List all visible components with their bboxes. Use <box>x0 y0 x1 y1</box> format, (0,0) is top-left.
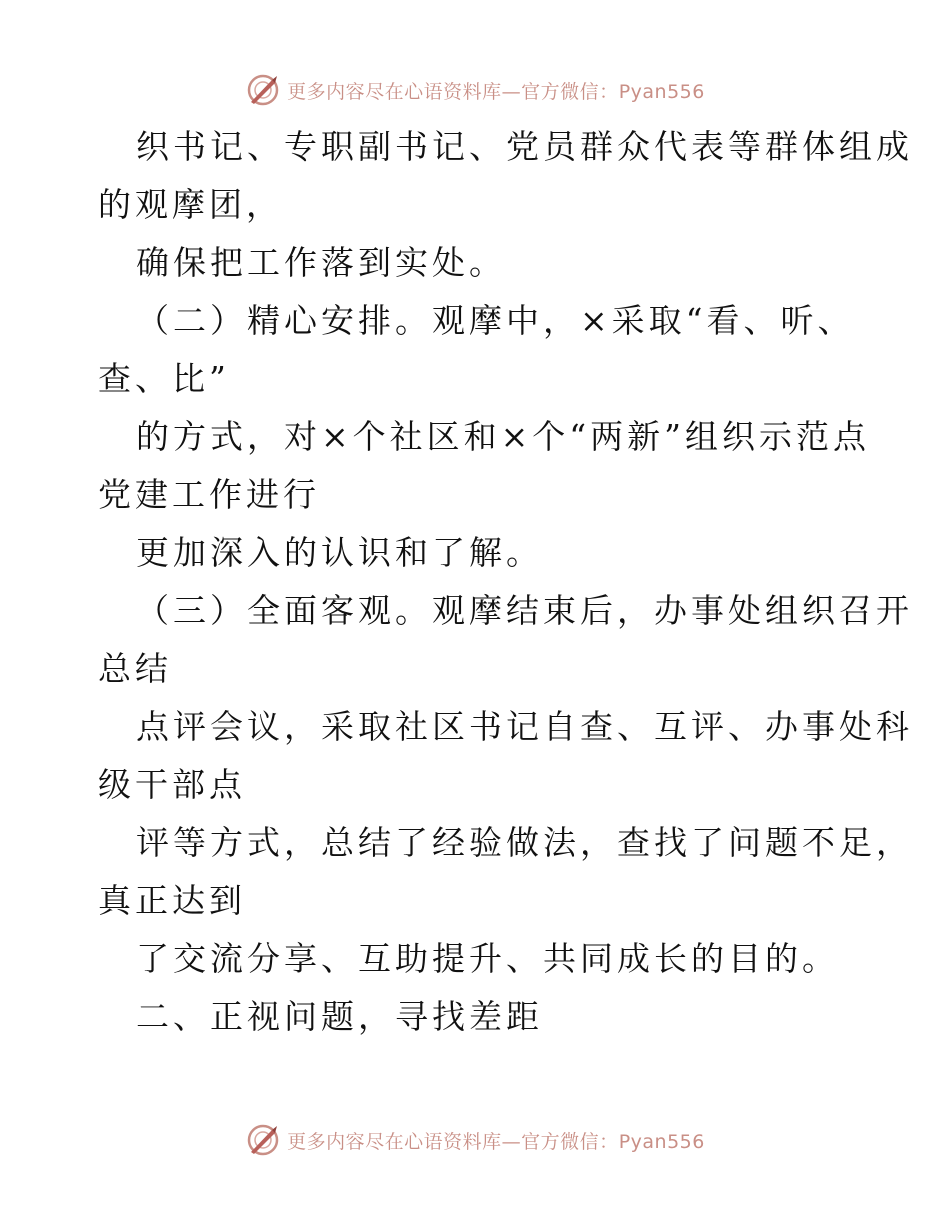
body-line: 总结 <box>98 649 172 688</box>
body-line: 织书记、专职副书记、党员群众代表等群体组成 <box>136 127 913 166</box>
body-line: 党建工作进行 <box>98 475 320 514</box>
quill-pen-logo-icon <box>245 1122 281 1158</box>
banner-main-text: 更多内容尽在心语资料库 <box>287 1130 502 1153</box>
body-line: 级干部点 <box>98 765 246 804</box>
body-line: 了交流分享、互助提升、共同成长的目的。 <box>136 939 839 978</box>
footer-watermark-banner <box>0 1120 950 1160</box>
banner-wechat-label: 官方微信： <box>521 1130 619 1153</box>
banner-dash: — <box>501 1130 522 1153</box>
body-line: 确保把工作落到实处。 <box>136 243 506 282</box>
body-line: （三）全面客观。观摩结束后，办事处组织召开 <box>136 591 913 630</box>
body-line: 查、比” <box>98 359 230 398</box>
quill-pen-logo-icon <box>245 72 281 108</box>
section-heading: 二、正视问题，寻找差距 <box>136 997 543 1036</box>
body-line: 点评会议，采取社区书记自查、互评、办事处科 <box>136 707 913 746</box>
body-line: 的方式，对×个社区和×个“两新”组织示范点 <box>136 417 871 456</box>
body-line: 真正达到 <box>98 881 246 920</box>
banner-main-text: 更多内容尽在心语资料库 <box>287 80 502 103</box>
body-line: （二）精心安排。观摩中，×采取“看、听、 <box>136 301 855 340</box>
document-body <box>98 118 913 1046</box>
body-line: 评等方式，总结了经验做法，查找了问题不足， <box>136 823 913 862</box>
banner-wechat-id: Pyan556 <box>618 1130 705 1153</box>
header-watermark-banner <box>0 70 950 110</box>
banner-wechat-label: 官方微信： <box>521 80 619 103</box>
banner-dash: — <box>501 80 522 103</box>
banner-wechat-id: Pyan556 <box>618 80 705 103</box>
body-line: 更加深入的认识和了解。 <box>136 533 543 572</box>
body-line: 的观摩团， <box>98 185 283 224</box>
